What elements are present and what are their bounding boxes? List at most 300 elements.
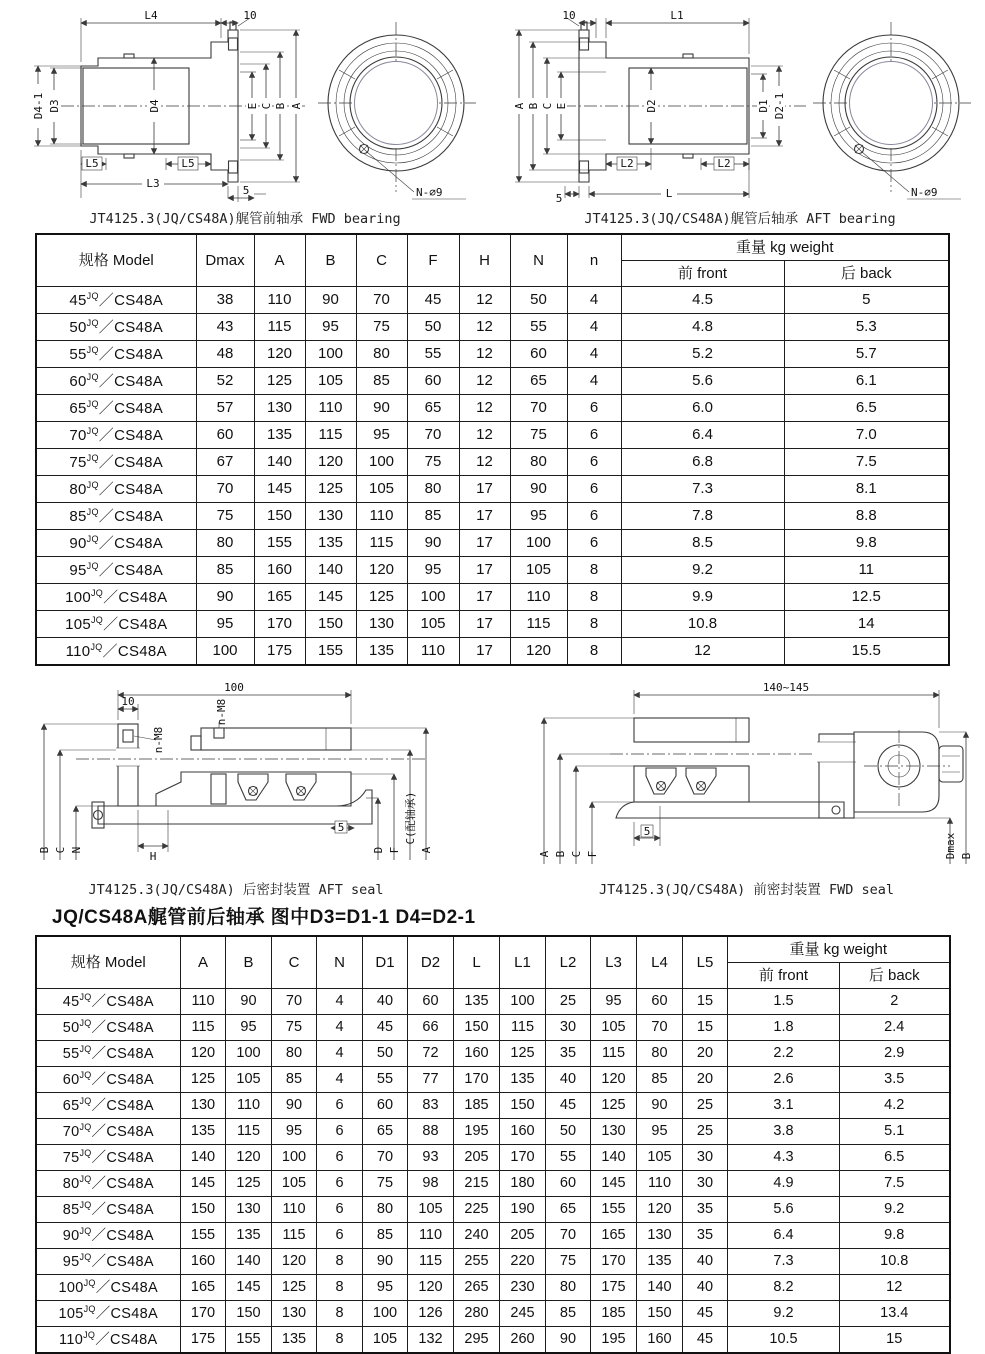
value-cell: 65: [407, 395, 459, 422]
value-cell: 12: [621, 638, 784, 666]
value-cell: 132: [408, 1327, 454, 1354]
value-cell: 145: [181, 1171, 226, 1197]
value-cell: 90: [305, 287, 356, 314]
dim-label-n: N: [70, 846, 83, 854]
value-cell: 150: [500, 1093, 546, 1119]
value-cell: 45: [546, 1093, 591, 1119]
value-cell: 130: [181, 1093, 226, 1119]
value-cell: 110: [254, 287, 305, 314]
value-cell: 80: [407, 476, 459, 503]
dim-label-b: B: [527, 102, 540, 110]
model-cell: $90^{JQ}/CS48A$: [36, 530, 196, 557]
value-cell: 50: [363, 1041, 408, 1067]
table-row: [36, 1171, 950, 1197]
table-row: [36, 584, 949, 611]
value-cell: 245: [500, 1301, 546, 1327]
value-cell: 50: [546, 1119, 591, 1145]
value-cell: 2: [840, 989, 950, 1015]
value-cell: 95: [305, 314, 356, 341]
flange-bore: [116, 748, 140, 766]
value-cell: 70: [510, 395, 567, 422]
value-cell: 6: [317, 1093, 363, 1119]
value-cell: 40: [683, 1275, 728, 1301]
value-cell: 17: [459, 611, 510, 638]
value-cell: 130: [272, 1301, 317, 1327]
value-cell: 65: [546, 1197, 591, 1223]
table-row: [36, 314, 949, 341]
value-cell: 110: [637, 1171, 683, 1197]
value-cell: 126: [408, 1301, 454, 1327]
value-cell: 120: [272, 1249, 317, 1275]
value-cell: 95: [196, 611, 254, 638]
dim-label-l2b: L2: [717, 157, 731, 170]
dim-label-a: A: [290, 102, 303, 110]
table-row: [36, 989, 950, 1015]
value-cell: 115: [181, 1015, 226, 1041]
column-header-a: A: [254, 234, 305, 287]
aft-seal-figure: [6, 678, 466, 898]
value-cell: 220: [500, 1249, 546, 1275]
column-header-d1: D1: [363, 936, 408, 989]
bolt-hole: [229, 38, 238, 50]
column-header-h: H: [459, 234, 510, 287]
value-cell: 10.5: [728, 1327, 840, 1354]
aft-bearing-caption: JT4125.3(JQ/CS48A)艉管后轴承 AFT bearing: [584, 211, 896, 227]
column-header-b: B: [226, 936, 272, 989]
table-row: [36, 1145, 950, 1171]
value-cell: 175: [254, 638, 305, 666]
value-cell: 7.8: [621, 503, 784, 530]
dim-label-5: 5: [242, 184, 250, 197]
value-cell: 40: [683, 1249, 728, 1275]
value-cell: 60: [637, 989, 683, 1015]
value-cell: 90: [196, 584, 254, 611]
seal-drawings-row: [0, 666, 985, 898]
value-cell: 80: [363, 1197, 408, 1223]
value-cell: 8.1: [784, 476, 949, 503]
value-cell: 105: [272, 1171, 317, 1197]
model-cell: $95^{JQ}/CS48A$: [36, 1249, 181, 1275]
seal-dimensions-table: [35, 935, 951, 1354]
value-cell: 17: [459, 476, 510, 503]
value-cell: 115: [305, 422, 356, 449]
value-cell: 145: [226, 1275, 272, 1301]
value-cell: 80: [272, 1041, 317, 1067]
table-row: [36, 1015, 950, 1041]
value-cell: 150: [454, 1015, 500, 1041]
value-cell: 30: [546, 1015, 591, 1041]
model-cell: $50^{JQ}/CS48A$: [36, 1015, 181, 1041]
value-cell: 10.8: [621, 611, 784, 638]
value-cell: 135: [272, 1327, 317, 1354]
value-cell: 6: [567, 395, 621, 422]
value-cell: 170: [181, 1301, 226, 1327]
value-cell: 35: [546, 1041, 591, 1067]
value-cell: 150: [226, 1301, 272, 1327]
model-cell: $80^{JQ}/CS48A$: [36, 1171, 181, 1197]
value-cell: 2.4: [840, 1015, 950, 1041]
value-cell: 105: [305, 368, 356, 395]
dim-label-a: A: [538, 850, 551, 858]
value-cell: 80: [637, 1041, 683, 1067]
dim-label-f: F: [586, 850, 599, 858]
table-row: [36, 1275, 950, 1301]
value-cell: 3.8: [728, 1119, 840, 1145]
dim-label-5: 5: [555, 192, 563, 205]
value-cell: 45: [363, 1015, 408, 1041]
dim-label-n-m8: n-M8: [152, 726, 165, 754]
model-cell: $95^{JQ}/CS48A$: [36, 557, 196, 584]
value-cell: 115: [272, 1223, 317, 1249]
value-cell: 120: [591, 1067, 637, 1093]
column-header-c: C: [356, 234, 407, 287]
model-cell: $45^{JQ}/CS48A$: [36, 287, 196, 314]
value-cell: 72: [408, 1041, 454, 1067]
value-cell: 115: [500, 1015, 546, 1041]
value-cell: 66: [408, 1015, 454, 1041]
model-cell: $105^{JQ}/CS48A$: [36, 1301, 181, 1327]
value-cell: 90: [637, 1093, 683, 1119]
value-cell: 9.2: [728, 1301, 840, 1327]
model-cell: $75^{JQ}/CS48A$: [36, 449, 196, 476]
value-cell: 17: [459, 503, 510, 530]
value-cell: 5.7: [784, 341, 949, 368]
value-cell: 6: [317, 1119, 363, 1145]
value-cell: 100: [363, 1301, 408, 1327]
value-cell: 130: [637, 1223, 683, 1249]
value-cell: 17: [459, 530, 510, 557]
model-cell: $55^{JQ}/CS48A$: [36, 1041, 181, 1067]
value-cell: 40: [363, 989, 408, 1015]
value-cell: 5.3: [784, 314, 949, 341]
value-cell: 95: [591, 989, 637, 1015]
column-header-b: B: [305, 234, 356, 287]
table-row: [36, 1119, 950, 1145]
value-cell: 280: [454, 1301, 500, 1327]
value-cell: 88: [408, 1119, 454, 1145]
value-cell: 105: [356, 476, 407, 503]
value-cell: 215: [454, 1171, 500, 1197]
value-cell: 75: [407, 449, 459, 476]
value-cell: 6: [567, 422, 621, 449]
value-cell: 145: [254, 476, 305, 503]
value-cell: 100: [356, 449, 407, 476]
value-cell: 90: [356, 395, 407, 422]
value-cell: 83: [408, 1093, 454, 1119]
seal-housing-bottom: [634, 766, 749, 802]
value-cell: 6: [317, 1197, 363, 1223]
value-cell: 135: [500, 1067, 546, 1093]
value-cell: 13.4: [840, 1301, 950, 1327]
value-cell: 140: [637, 1275, 683, 1301]
value-cell: 120: [226, 1145, 272, 1171]
model-cell: $45^{JQ}/CS48A$: [36, 989, 181, 1015]
value-cell: 170: [591, 1249, 637, 1275]
value-cell: 195: [454, 1119, 500, 1145]
value-cell: 60: [510, 341, 567, 368]
value-cell: 7.5: [840, 1171, 950, 1197]
value-cell: 85: [407, 503, 459, 530]
value-cell: 4.2: [840, 1093, 950, 1119]
dim-label-e: E: [555, 102, 568, 110]
dim-label-d3: D3: [48, 99, 61, 113]
value-cell: 75: [196, 503, 254, 530]
value-cell: 80: [196, 530, 254, 557]
model-cell: $100^{JQ}/CS48A$: [36, 584, 196, 611]
bearing-drawings-row: [0, 0, 985, 227]
value-cell: 90: [363, 1249, 408, 1275]
value-cell: 60: [196, 422, 254, 449]
value-cell: 2.9: [840, 1041, 950, 1067]
table-row: [36, 1249, 950, 1275]
dim-label-c: C: [570, 850, 583, 858]
value-cell: 6.8: [621, 449, 784, 476]
dim-label-n-holes: N-∅9: [416, 186, 443, 199]
value-cell: 8: [567, 584, 621, 611]
value-cell: 6.5: [784, 395, 949, 422]
value-cell: 12: [459, 287, 510, 314]
value-cell: 115: [356, 530, 407, 557]
value-cell: 165: [254, 584, 305, 611]
value-cell: 70: [546, 1223, 591, 1249]
dim-label-d: D: [372, 846, 385, 854]
value-cell: 90: [226, 989, 272, 1015]
value-cell: 110: [408, 1223, 454, 1249]
model-cell: $55^{JQ}/CS48A$: [36, 341, 196, 368]
value-cell: 85: [196, 557, 254, 584]
value-cell: 155: [254, 530, 305, 557]
table-row: [36, 503, 949, 530]
value-cell: 135: [254, 422, 305, 449]
model-cell: $90^{JQ}/CS48A$: [36, 1223, 181, 1249]
bolt-hole: [580, 38, 589, 50]
value-cell: 6: [567, 503, 621, 530]
column-header-front: 前 front: [621, 261, 784, 287]
value-cell: 8: [317, 1301, 363, 1327]
table-row: [36, 341, 949, 368]
dim-label-140-145: 140~145: [762, 681, 810, 694]
value-cell: 160: [500, 1119, 546, 1145]
fwd-bearing-figure: [6, 8, 484, 227]
value-cell: 160: [454, 1041, 500, 1067]
value-cell: 130: [356, 611, 407, 638]
value-cell: 95: [226, 1015, 272, 1041]
value-cell: 260: [500, 1327, 546, 1354]
value-cell: 9.8: [840, 1223, 950, 1249]
value-cell: 6.1: [784, 368, 949, 395]
seal-housing-top: [634, 718, 749, 742]
aft-bearing-front-view: [811, 8, 979, 205]
clamp-ring: [854, 732, 939, 812]
value-cell: 205: [454, 1145, 500, 1171]
shaft-sleeve: [616, 802, 844, 818]
table-row: [36, 638, 949, 666]
value-cell: 55: [363, 1067, 408, 1093]
value-cell: 14: [784, 611, 949, 638]
value-cell: 95: [363, 1275, 408, 1301]
model-cell: $75^{JQ}/CS48A$: [36, 1145, 181, 1171]
value-cell: 10.8: [840, 1249, 950, 1275]
value-cell: 1.8: [728, 1015, 840, 1041]
value-cell: 80: [546, 1275, 591, 1301]
value-cell: 125: [254, 368, 305, 395]
value-cell: 4.9: [728, 1171, 840, 1197]
value-cell: 150: [637, 1301, 683, 1327]
value-cell: 85: [272, 1067, 317, 1093]
dim-label-l4: L4: [144, 9, 158, 22]
table-row: [36, 1093, 950, 1119]
value-cell: 150: [181, 1197, 226, 1223]
value-cell: 6.0: [621, 395, 784, 422]
column-header-n: N: [510, 234, 567, 287]
value-cell: 65: [510, 368, 567, 395]
value-cell: 120: [356, 557, 407, 584]
value-cell: 8: [567, 638, 621, 666]
value-cell: 4: [567, 368, 621, 395]
value-cell: 9.9: [621, 584, 784, 611]
value-cell: 25: [683, 1093, 728, 1119]
value-cell: 15: [683, 1015, 728, 1041]
value-cell: 12.5: [784, 584, 949, 611]
value-cell: 95: [407, 557, 459, 584]
value-cell: 160: [181, 1249, 226, 1275]
aft-seal-drawing: [6, 678, 466, 876]
column-header-dmax: Dmax: [196, 234, 254, 287]
value-cell: 6: [317, 1145, 363, 1171]
value-cell: 4: [317, 1067, 363, 1093]
value-cell: 93: [408, 1145, 454, 1171]
value-cell: 170: [254, 611, 305, 638]
value-cell: 125: [181, 1067, 226, 1093]
value-cell: 130: [226, 1197, 272, 1223]
value-cell: 125: [272, 1275, 317, 1301]
set-screw: [832, 806, 840, 814]
value-cell: 110: [407, 638, 459, 666]
dim-label-l5b: L5: [181, 157, 195, 170]
value-cell: 4: [567, 287, 621, 314]
value-cell: 4: [317, 989, 363, 1015]
value-cell: 140: [181, 1145, 226, 1171]
table-row: [36, 422, 949, 449]
value-cell: 130: [591, 1119, 637, 1145]
dim-label-d4: D4: [148, 99, 161, 113]
value-cell: 125: [500, 1041, 546, 1067]
value-cell: 105: [363, 1327, 408, 1354]
fwd-seal-caption: JT4125.3(JQ/CS48A) 前密封装置 FWD seal: [598, 882, 895, 898]
value-cell: 90: [272, 1093, 317, 1119]
value-cell: 15: [840, 1327, 950, 1354]
table-row: [36, 476, 949, 503]
column-header-l1: L1: [500, 936, 546, 989]
value-cell: 5.1: [840, 1119, 950, 1145]
value-cell: 155: [305, 638, 356, 666]
rib: [683, 54, 693, 58]
value-cell: 45: [683, 1301, 728, 1327]
value-cell: 170: [454, 1067, 500, 1093]
value-cell: 11: [784, 557, 949, 584]
value-cell: 110: [272, 1197, 317, 1223]
value-cell: 155: [226, 1327, 272, 1354]
value-cell: 90: [546, 1327, 591, 1354]
value-cell: 225: [454, 1197, 500, 1223]
value-cell: 185: [454, 1093, 500, 1119]
value-cell: 110: [305, 395, 356, 422]
model-cell: $50^{JQ}/CS48A$: [36, 314, 196, 341]
value-cell: 8.2: [728, 1275, 840, 1301]
table-row: [36, 1301, 950, 1327]
value-cell: 90: [510, 476, 567, 503]
model-cell: $80^{JQ}/CS48A$: [36, 476, 196, 503]
value-cell: 25: [683, 1119, 728, 1145]
value-cell: 110: [181, 989, 226, 1015]
column-header-model: 规格 Model: [36, 936, 181, 989]
fwd-seal-figure: [514, 678, 979, 898]
value-cell: 135: [637, 1249, 683, 1275]
value-cell: 60: [546, 1171, 591, 1197]
dim-label-10: 10: [562, 9, 576, 22]
value-cell: 8: [567, 611, 621, 638]
dim-label-5: 5: [643, 825, 651, 838]
value-cell: 52: [196, 368, 254, 395]
dim-label-d4-1: D4-1: [32, 92, 45, 120]
value-cell: 85: [546, 1301, 591, 1327]
value-cell: 8.8: [784, 503, 949, 530]
value-cell: 6: [567, 476, 621, 503]
fwd-bearing-caption: JT4125.3(JQ/CS48A)艉管前轴承 FWD bearing: [89, 211, 401, 227]
dim-label-10: 10: [243, 9, 257, 22]
value-cell: 17: [459, 584, 510, 611]
value-cell: 17: [459, 638, 510, 666]
value-cell: 8: [567, 557, 621, 584]
model-cell: $85^{JQ}/CS48A$: [36, 503, 196, 530]
value-cell: 110: [226, 1093, 272, 1119]
value-cell: 12: [840, 1275, 950, 1301]
shaft-sleeve: [98, 790, 372, 824]
value-cell: 110: [356, 503, 407, 530]
value-cell: 35: [683, 1223, 728, 1249]
value-cell: 135: [305, 530, 356, 557]
column-header-model: 规格 Model: [36, 234, 196, 287]
column-header-n-count: n: [567, 234, 621, 287]
value-cell: 100: [226, 1041, 272, 1067]
value-cell: 95: [272, 1119, 317, 1145]
value-cell: 165: [591, 1223, 637, 1249]
value-cell: 125: [591, 1093, 637, 1119]
value-cell: 125: [305, 476, 356, 503]
value-cell: 6: [317, 1171, 363, 1197]
bearing-table-body: [36, 287, 949, 666]
value-cell: 17: [459, 557, 510, 584]
value-cell: 6.5: [840, 1145, 950, 1171]
value-cell: 130: [305, 503, 356, 530]
value-cell: 155: [591, 1197, 637, 1223]
model-cell: $105^{JQ}/CS48A$: [36, 611, 196, 638]
value-cell: 140: [305, 557, 356, 584]
value-cell: 9.8: [784, 530, 949, 557]
value-cell: 3.5: [840, 1067, 950, 1093]
dim-label-n-m8: n-M8: [215, 698, 228, 726]
dim-label-c: C: [54, 846, 67, 854]
value-cell: 100: [196, 638, 254, 666]
value-cell: 135: [356, 638, 407, 666]
dim-label-dmax: Dmax: [944, 832, 957, 860]
value-cell: 135: [181, 1119, 226, 1145]
value-cell: 5: [784, 287, 949, 314]
dim-label-l1: L1: [670, 9, 684, 22]
aft-bearing-figure: [501, 8, 979, 227]
value-cell: 155: [181, 1223, 226, 1249]
lip-seal: [211, 774, 226, 804]
